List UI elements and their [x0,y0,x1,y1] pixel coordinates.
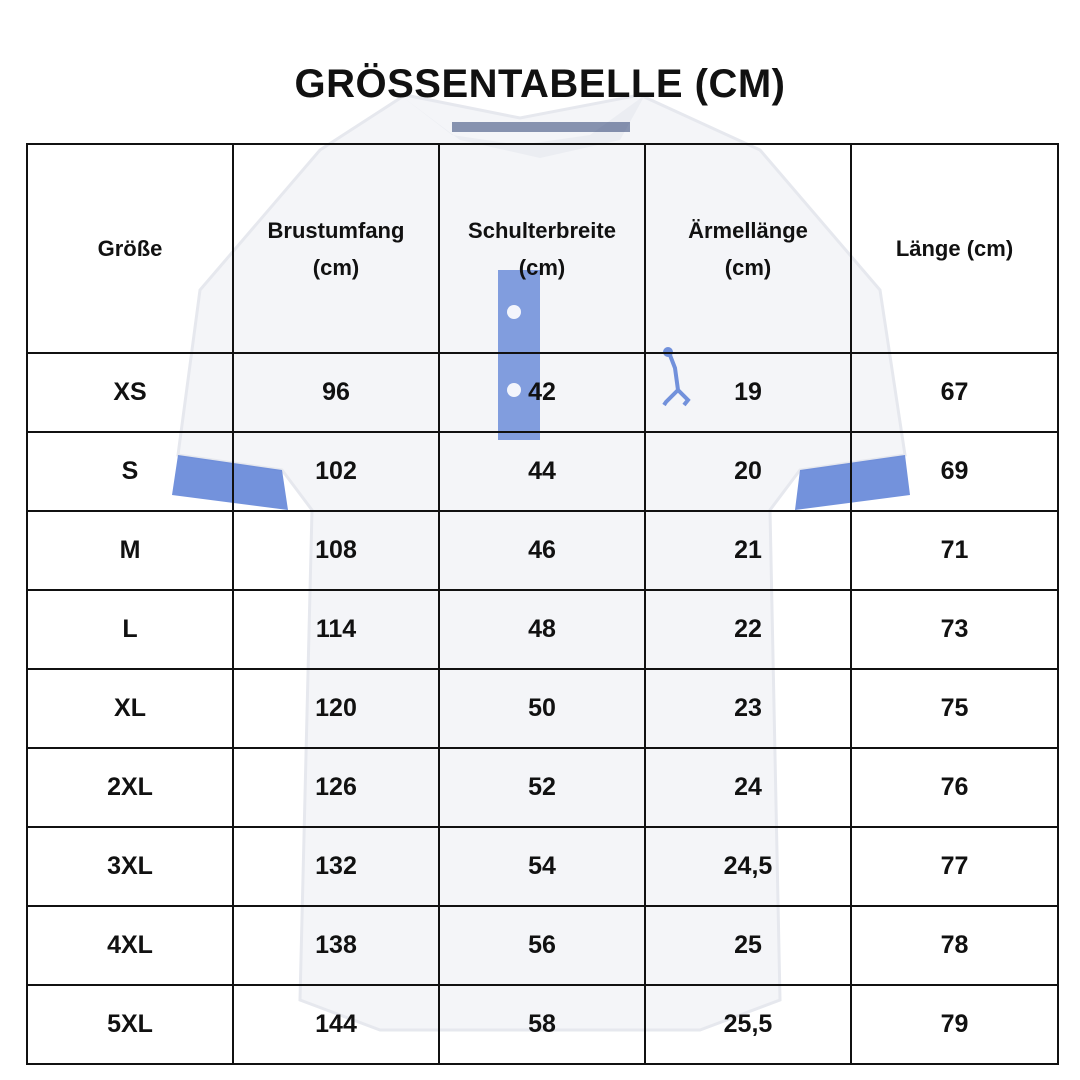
cell-size: 3XL [27,827,233,906]
cell-sleeve: 21 [645,511,851,590]
header-label: Ärmellänge [688,217,808,243]
cell-chest: 126 [233,748,439,827]
header-unit: (cm) [518,254,566,280]
cell-size: M [27,511,233,590]
cell-chest: 120 [233,669,439,748]
table-row [27,827,1058,906]
cell-size: XL [27,669,233,748]
cell-length: 67 [851,353,1058,432]
cell-sleeve: 25 [645,906,851,985]
cell-chest: 132 [233,827,439,906]
header-label: Größe [97,236,163,261]
table-row [27,906,1058,985]
page-title: GRÖSSENTABELLE (CM) [294,62,786,106]
header-unit: (cm) [724,254,772,280]
cell-size: XS [27,353,233,432]
header-sleeve [645,144,851,353]
table-row [27,669,1058,748]
cell-length: 73 [851,590,1058,669]
cell-sleeve: 23 [645,669,851,748]
cell-chest: 144 [233,985,439,1064]
cell-chest: 96 [233,353,439,432]
cell-shoulder: 50 [439,669,645,748]
header-length [851,144,1058,353]
header-label: Länge (cm) [895,236,1014,261]
cell-length: 69 [851,432,1058,511]
cell-size: 4XL [27,906,233,985]
table-row [27,353,1058,432]
cell-size: S [27,432,233,511]
cell-shoulder: 44 [439,432,645,511]
cell-length: 75 [851,669,1058,748]
header-label: Brustumfang [267,217,405,243]
cell-size: 5XL [27,985,233,1064]
cell-length: 71 [851,511,1058,590]
cell-shoulder: 54 [439,827,645,906]
table-row [27,432,1058,511]
cell-sleeve: 24 [645,748,851,827]
header-unit: (cm) [312,254,360,280]
cell-length: 79 [851,985,1058,1064]
cell-length: 76 [851,748,1058,827]
table-row [27,511,1058,590]
cell-sleeve: 20 [645,432,851,511]
header-chest [233,144,439,353]
cell-sleeve: 24,5 [645,827,851,906]
cell-shoulder: 46 [439,511,645,590]
table-row [27,748,1058,827]
cell-size: L [27,590,233,669]
header-size [27,144,233,353]
size-table [26,143,1059,1065]
header-label: Schulterbreite [468,217,616,243]
cell-shoulder: 56 [439,906,645,985]
cell-shoulder: 52 [439,748,645,827]
table-row [27,590,1058,669]
cell-sleeve: 25,5 [645,985,851,1064]
cell-shoulder: 42 [439,353,645,432]
cell-shoulder: 48 [439,590,645,669]
cell-shoulder: 58 [439,985,645,1064]
cell-sleeve: 19 [645,353,851,432]
cell-sleeve: 22 [645,590,851,669]
cell-chest: 138 [233,906,439,985]
cell-length: 78 [851,906,1058,985]
cell-chest: 108 [233,511,439,590]
cell-chest: 102 [233,432,439,511]
cell-length: 77 [851,827,1058,906]
cell-size: 2XL [27,748,233,827]
table-header-row [27,144,1058,353]
cell-chest: 114 [233,590,439,669]
header-shoulder [439,144,645,353]
table-row [27,985,1058,1064]
